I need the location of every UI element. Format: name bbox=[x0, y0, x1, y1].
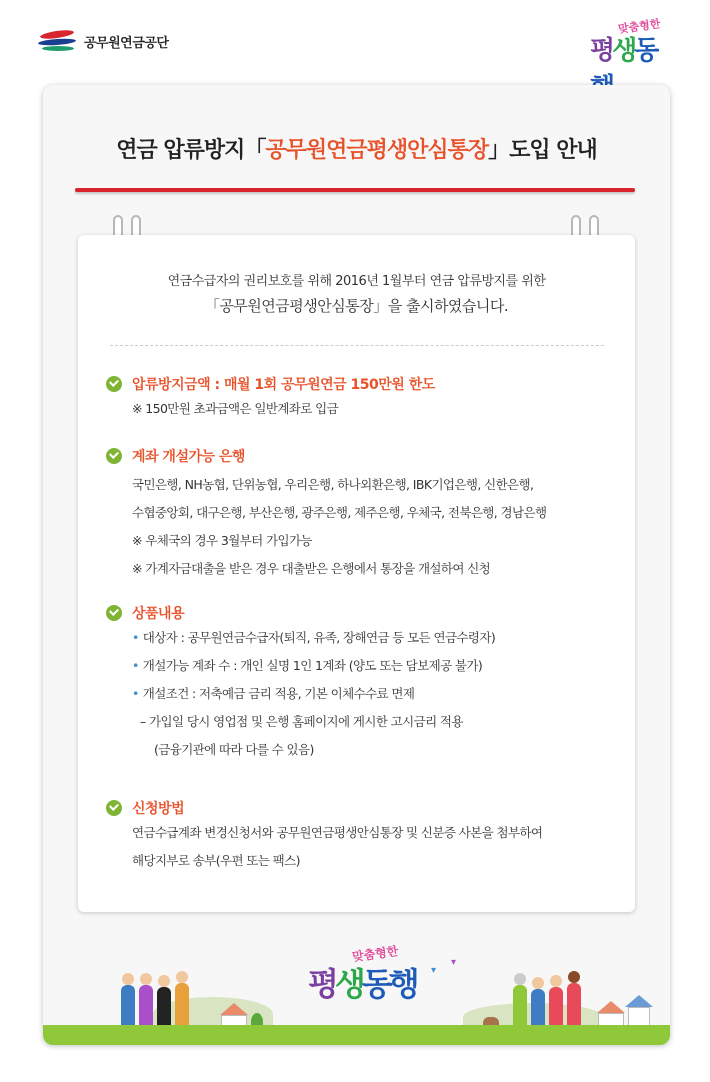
footer-brand-logo: 맞춤형한 평생동행 bbox=[308, 943, 416, 1003]
section-line: ※ 가계자금대출을 받은 경우 대출받은 은행에서 통장을 개설하여 신청 bbox=[132, 561, 491, 576]
footer-illustration bbox=[43, 935, 670, 1045]
section-line: 수협중앙회, 대구은행, 부산은행, 광주은행, 제주은행, 우체국, 전북은행, 경남은행 bbox=[132, 505, 547, 520]
sub-line: (금융기관에 따라 다를 수 있음) bbox=[154, 742, 314, 757]
brand-logo bbox=[590, 18, 670, 78]
brand-logo-small: 맞춤형한 bbox=[617, 17, 662, 36]
section-application bbox=[106, 797, 626, 875]
org-name: 공무원연금공단 bbox=[84, 35, 169, 51]
check-icon bbox=[106, 448, 122, 464]
org-logo[interactable] bbox=[38, 28, 168, 54]
bullet-icon: • bbox=[132, 630, 139, 645]
top-bar bbox=[0, 0, 710, 85]
person-head-icon bbox=[532, 977, 544, 989]
bird-icon: ▾ bbox=[431, 965, 437, 976]
section-product bbox=[106, 602, 626, 764]
roof-icon bbox=[597, 1001, 625, 1013]
person-head-icon bbox=[568, 971, 580, 983]
page-title: 연금 압류방지「공무원연금평생안심통장」도입 안내 bbox=[116, 138, 597, 163]
section-title: 압류방지금액 : 매월 1회 공무원연금 150만원 한도 bbox=[132, 377, 435, 393]
person-head-icon bbox=[514, 973, 526, 985]
brand-logo-big: 평생동 bbox=[590, 36, 657, 66]
section-title: 상품내용 bbox=[132, 606, 185, 622]
person-head-icon bbox=[550, 975, 562, 987]
section-line: 해당지부로 송부(우편 또는 팩스) bbox=[132, 853, 300, 868]
person-head-icon bbox=[122, 973, 134, 985]
notice-card bbox=[43, 85, 670, 1045]
person-head-icon bbox=[140, 973, 152, 985]
dashed-divider bbox=[110, 345, 604, 346]
roof-icon bbox=[220, 1003, 248, 1015]
section-line: 연금수급계좌 변경신청서와 공무원연금평생안심통장 및 신분증 사본을 첨부하여 bbox=[132, 825, 543, 840]
intro-text: 연금수급자의 권리보호를 위해 2016년 1월부터 연금 압류방지를 위한 「공무원연금평생안심통장」을 출시하였습니다. bbox=[167, 274, 546, 315]
section-seizure-limit bbox=[106, 373, 626, 423]
person-icon bbox=[567, 983, 581, 1031]
title-divider bbox=[75, 188, 635, 192]
check-icon bbox=[106, 800, 122, 816]
person-icon bbox=[175, 983, 189, 1031]
bullet-icon: • bbox=[132, 686, 139, 701]
list-item: • 개설가능 계좌 수 : 개인 실명 1인 1계좌 (양도 또는 담보제공 불가) bbox=[132, 658, 483, 673]
section-line: 국민은행, NH농협, 단위농협, 우리은행, 하나외환은행, IBK기업은행, 신한은행, bbox=[132, 477, 534, 492]
section-banks bbox=[106, 445, 626, 583]
section-title: 계좌 개설가능 은행 bbox=[132, 449, 245, 465]
bullet-icon: • bbox=[132, 658, 139, 673]
roof-icon bbox=[625, 995, 653, 1007]
check-icon bbox=[106, 605, 122, 621]
title-highlight: 공무원연금평생안심통장 bbox=[265, 138, 489, 163]
sub-line: – 가입일 당시 영업점 및 은행 홈페이지에 게시한 고시금리 적용 bbox=[140, 714, 463, 729]
list-item: • 대상자 : 공무원연금수급자(퇴직, 유족, 장해연금 등 모든 연금수령자) bbox=[132, 630, 496, 645]
person-head-icon bbox=[176, 971, 188, 983]
section-line: ※ 우체국의 경우 3월부터 가입가능 bbox=[132, 533, 312, 548]
check-icon bbox=[106, 376, 122, 392]
content-panel bbox=[78, 235, 635, 912]
ground bbox=[43, 1025, 670, 1045]
section-title: 신청방법 bbox=[132, 801, 185, 817]
section-line: ※ 150만원 초과금액은 일반계좌로 입금 bbox=[132, 401, 339, 416]
org-logo-icon bbox=[38, 28, 78, 54]
list-item: • 개설조건 : 저축예금 금리 적용, 기본 이체수수료 면제 bbox=[132, 686, 415, 701]
person-head-icon bbox=[158, 975, 170, 987]
bird-icon: ▾ bbox=[451, 957, 457, 968]
